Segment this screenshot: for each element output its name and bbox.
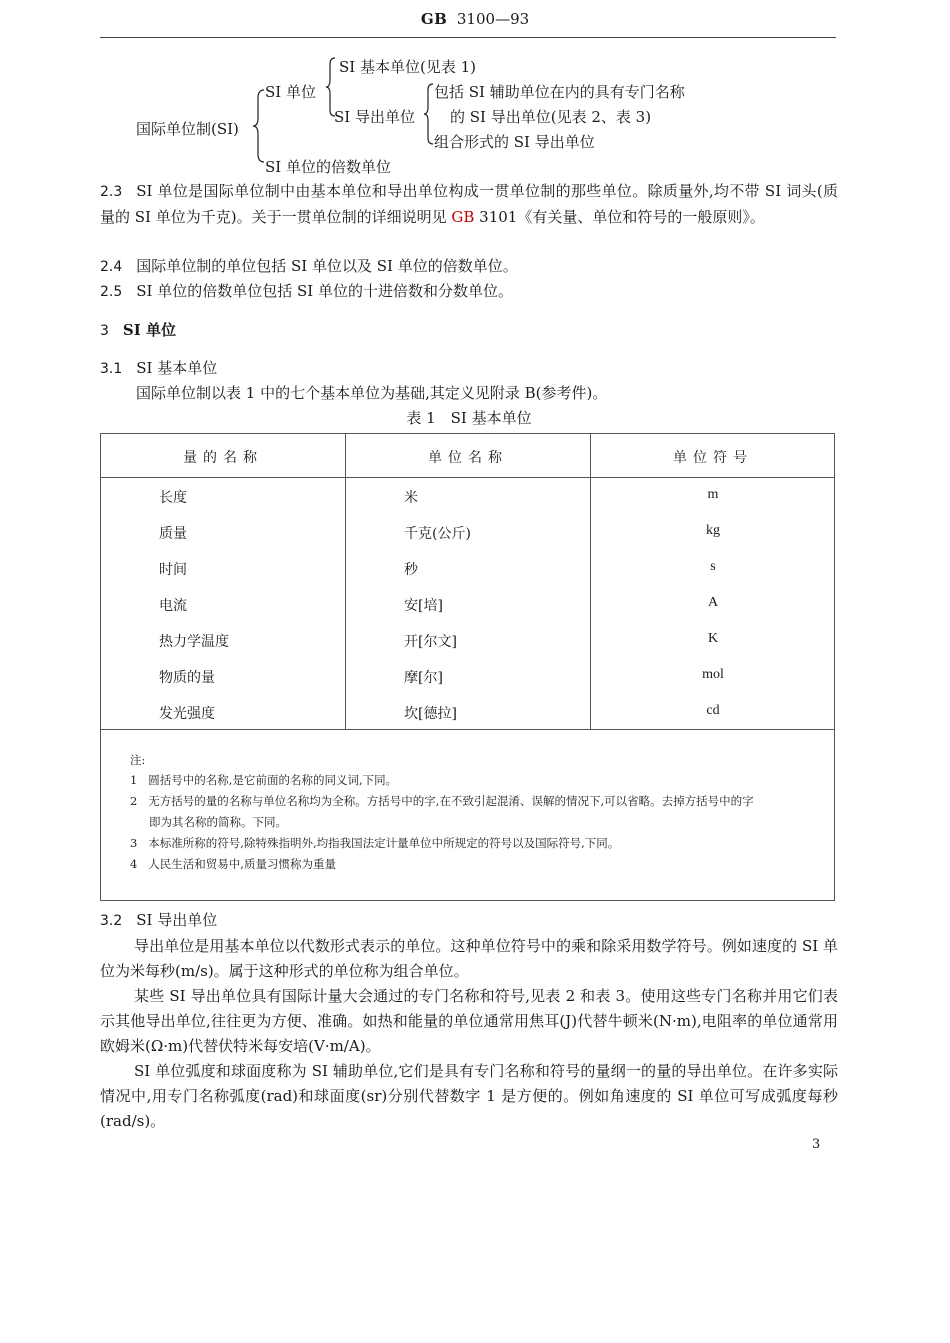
table-note [130,856,336,872]
section-number: 3.1 [100,361,123,377]
standard-code: GB [420,10,448,28]
table-1-caption: 表 1 SI 基本单位 [406,409,532,427]
table-cell-unit-symbol: m [707,487,719,502]
tree-base-units: SI 基本单位(见表 1) [339,58,476,76]
section-number: 3 [100,323,109,339]
table-cell-quantity: 时间 [159,562,187,578]
section-number: 3.2 [100,913,123,929]
table-notes-divider [101,729,834,730]
table-note [130,793,754,809]
note-number: 1 [130,773,138,787]
table-note-continuation [149,814,287,830]
note-text: 人民生活和贸易中,质量习惯称为重量 [148,857,336,871]
section-3-2-paragraph-2: 某些 SI 导出单位具有国际计量大会通过的专门名称和符号,见表 2 和表 3。使用这些专门名称并用它们表示其他导出单位,往往更为方便、准确。如热和能量的单位通常用焦耳(J)代替牛顿米(N·m),电阻率的单位通常用欧姆米(Ω·m)代替伏特米每安培(V·m/A)。 [100,987,838,1055]
table-cell-unit-name: 摩[尔] [404,670,443,686]
table-cell-unit-name: 开[尔文] [404,634,457,650]
tree-derived-units: SI 导出单位 [334,108,415,126]
table-header-unit-name: 单位名称 [428,450,508,466]
standard-number: 3100—93 [456,10,530,28]
section-3-1-heading [100,357,217,378]
section-2-3-text-2: 3101《有关量、单位和符号的一般原则》。 [474,208,765,226]
section-3-title: SI 单位 [122,321,176,339]
note-number: 4 [130,857,138,871]
section-2-4 [100,254,838,280]
tree-derived-special-2: 的 SI 导出单位(见表 2、表 3) [450,108,652,126]
table-note [130,772,397,788]
table-header-unit-symbol: 单位符号 [673,450,753,466]
section-3-1-title: SI 基本单位 [136,359,218,377]
table-cell-unit-name: 米 [404,490,418,506]
table-note [130,835,619,851]
section-2-4-text: 国际单位制的单位包括 SI 单位以及 SI 单位的倍数单位。 [136,257,518,275]
table-cell-quantity: 发光强度 [159,706,215,722]
table-1 [100,433,835,901]
table-column-divider [590,434,591,729]
section-number: 2.5 [100,284,123,300]
note-number: 3 [130,836,138,850]
tree-multiples: SI 单位的倍数单位 [265,158,391,176]
table-cell-unit-symbol: A [707,595,719,610]
note-text: 圆括号中的名称,是它前面的名称的同义词,下同。 [148,773,398,787]
section-3-2-paragraph-1: 导出单位是用基本单位以代数形式表示的单位。这种单位符号中的乘和除采用数学符号。例如速度的 SI 单位为米每秒(m/s)。属于这种形式的单位称为组合单位。 [100,937,838,980]
header-rule [100,37,836,38]
table-cell-quantity: 热力学温度 [159,634,229,650]
table-cell-unit-symbol: cd [706,703,720,718]
section-3-heading [100,319,176,340]
table-cell-unit-name: 坎[德拉] [404,706,457,722]
page-number: 3 [812,1137,821,1152]
table-cell-quantity: 物质的量 [159,670,215,686]
table-notes-label: 注: [130,753,146,767]
table-cell-quantity: 长度 [159,490,187,506]
section-3-2-heading [100,909,217,930]
section-3-2-paragraph-3: SI 单位弧度和球面度称为 SI 辅助单位,它们是具有专门名称和符号的量纲一的量的导出单位。在许多实际情况中,用专门名称弧度(rad)和球面度(sr)分别代替数字 1 是方便的。例如角速度的 SI 单位可写成弧度每秒(rad/s)。 [100,1062,838,1130]
section-2-3 [100,179,838,230]
section-2-5-text: SI 单位的倍数单位包括 SI 单位的十进倍数和分数单位。 [136,282,513,300]
table-cell-unit-name: 秒 [404,562,418,578]
note-text: 无方括号的量的名称与单位名称均为全称。方括号中的字,在不致引起混淆、误解的情况下,可以省略。去掉方括号中的字 [148,794,754,808]
table-cell-quantity: 电流 [159,598,187,614]
tree-si-units: SI 单位 [265,83,316,101]
tree-derived-special-1: 包括 SI 辅助单位在内的具有专门名称 [434,83,685,101]
note-number: 2 [130,794,138,808]
tree-root: 国际单位制(SI) [136,120,239,138]
section-number: 2.3 [100,184,123,200]
table-cell-unit-name: 千克(公斤) [404,526,471,542]
table-cell-unit-symbol: K [707,631,719,646]
note-text: 本标准所称的符号,除特殊指明外,均指我国法定计量单位中所规定的符号以及国际符号,下同。 [148,836,620,850]
page-header [0,10,950,28]
table-header-quantity: 量的名称 [183,450,263,466]
table-cell-quantity: 质量 [159,526,187,542]
tree-root-brace [252,88,266,164]
table-cell-unit-symbol: mol [702,667,724,682]
table-column-divider [345,434,346,729]
note-text: 即为其名称的简称。下同。 [149,815,287,829]
section-number: 2.4 [100,259,123,275]
table-cell-unit-symbol: kg [706,523,720,538]
table-cell-unit-symbol: s [710,559,716,574]
tree-derived-combined: 组合形式的 SI 导出单位 [434,133,595,151]
table-cell-unit-name: 安[培] [404,598,443,614]
gb-reference-link[interactable]: GB [451,208,475,226]
section-3-2-title: SI 导出单位 [136,911,218,929]
section-2-5 [100,279,838,305]
section-2-3-text-1: SI 单位是国际单位制中由基本单位和导出单位构成一贯单位制的那些单位。除质量外,均不带 SI 词头(质量的 SI 单位为千克)。关于一贯单位制的详细说明见 [100,182,838,226]
section-3-1-text: 国际单位制以表 1 中的七个基本单位为基础,其定义见附录 B(参考件)。 [136,384,608,402]
